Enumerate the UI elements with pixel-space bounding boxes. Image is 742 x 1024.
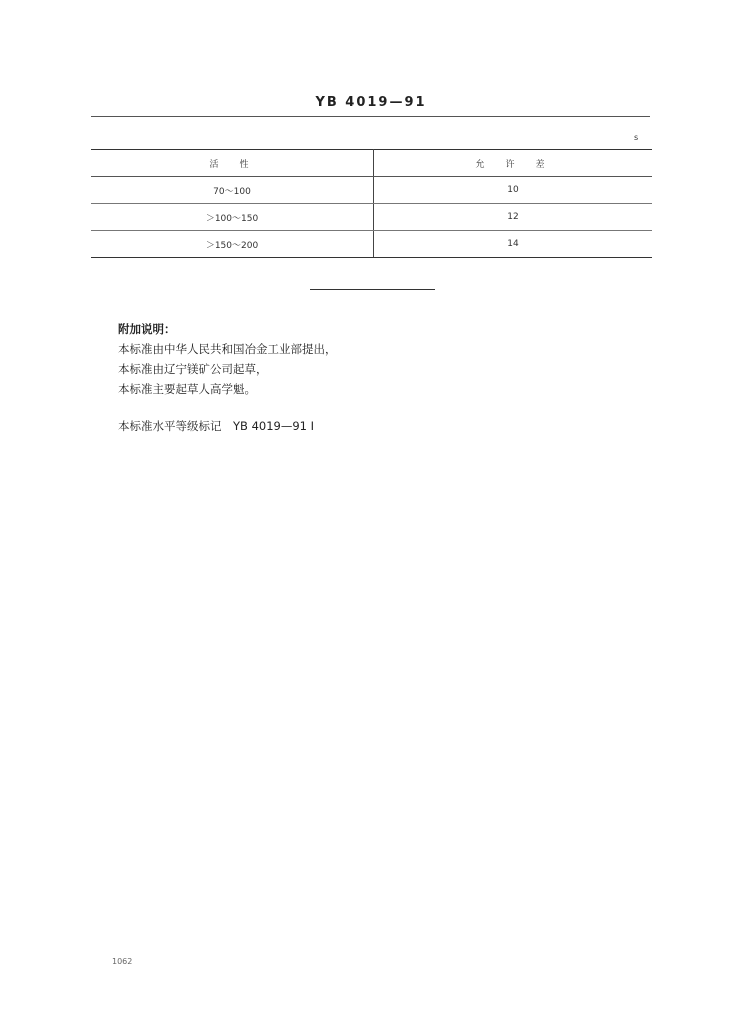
notes-title: 附加说明： <box>118 322 176 336</box>
activity-cell: ＞150～200 <box>91 231 374 258</box>
note-line: 本标准由辽宁镁矿公司起草， <box>118 362 268 376</box>
table-row <box>91 204 652 231</box>
activity-cell: ＞100～150 <box>91 204 374 231</box>
activity-cell: 70～100 <box>91 177 374 204</box>
header-tolerance: 允 许 差 <box>374 150 653 177</box>
header-rule <box>91 116 650 117</box>
tolerance-table <box>91 149 652 258</box>
note-line: 本标准主要起草人高学魁。 <box>118 382 256 396</box>
additional-notes <box>118 319 337 436</box>
tolerance-cell: 14 <box>374 231 653 258</box>
table-row <box>91 231 652 258</box>
header-activity: 活 性 <box>91 150 374 177</box>
tolerance-cell: 10 <box>374 177 653 204</box>
table-row <box>91 177 652 204</box>
table-header-row <box>91 150 652 177</box>
note-line: 本标准由中华人民共和国冶金工业部提出， <box>118 342 337 356</box>
tolerance-cell: 12 <box>374 204 653 231</box>
grade-mark: 本标准水平等级标记 YB 4019—91 I <box>118 419 315 433</box>
page-number: 1062 <box>112 957 133 966</box>
unit-mark: s <box>634 133 639 142</box>
standard-code: YB 4019—91 <box>315 95 427 110</box>
end-rule <box>310 289 435 290</box>
